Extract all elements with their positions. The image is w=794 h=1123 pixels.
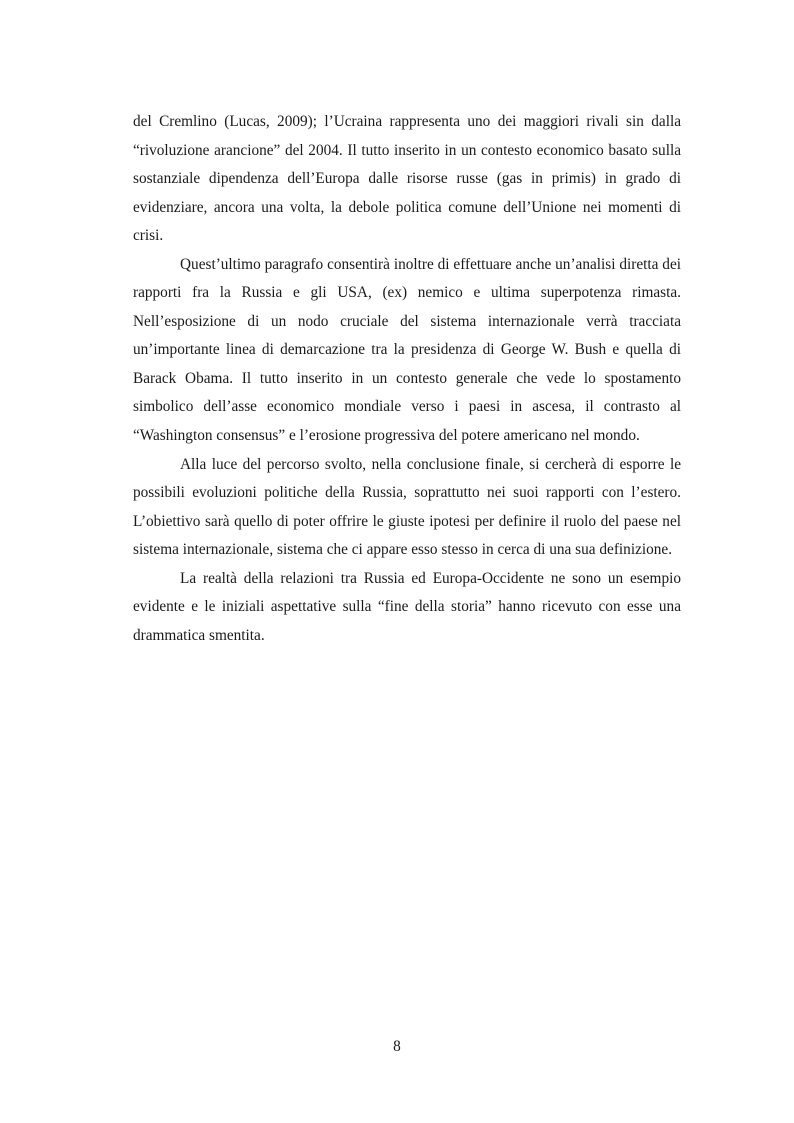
paragraph-usa-relations: Quest’ultimo paragrafo consentirà inoltre di effettuare anche un’analisi diretta dei rapporti fra la Russia e gli USA, (ex) nemico e ultima superpotenza rimasta. Nell’esposizione di un nodo cruciale del sistema internazionale verrà tracciata un’importante linea di demarcazione tra la presidenza di George W. Bush e quella di Barack Obama. Il tutto inserito in un contesto generale che vede lo spostamento simbolico dell’asse economico mondiale verso i paesi in ascesa, il contrasto al “Washington consensus” e l’erosione progressiva del potere americano nel mondo.: [133, 255, 681, 445]
paragraph-conclusion: Alla luce del percorso svolto, nella conclusione finale, si cercherà di esporre le possibili evoluzioni politiche della Russia, soprattutto nei suoi rapporti con l’estero. L’obiettivo sarà quello di poter offrire le giuste ipotesi per definire il ruolo del paese nel sistema internazionale, sistema che ci appare esso stesso in cerca di una sua definizione.: [133, 455, 681, 559]
body-text: [133, 108, 681, 650]
paragraph-europe-relations: La realtà della relazioni tra Russia ed Europa-Occidente ne sono un esempio evidente e le iniziali aspettative sulla “fine della storia” hanno ricevuto con esse una drammatica smentita.: [133, 569, 681, 644]
paragraph-continuation: del Cremlino (Lucas, 2009); l’Ucraina rappresenta uno dei maggiori rivali sin dalla “rivoluzione arancione” del 2004. Il tutto inserito in un contesto economico basato sulla sostanziale dipendenza dell’Europa dalle risorse russe (gas in primis) in grado di evidenziare, ancora una volta, la debole politica comune dell’Unione nei momenti di crisi.: [133, 113, 681, 245]
page-number: 8: [393, 1038, 401, 1055]
